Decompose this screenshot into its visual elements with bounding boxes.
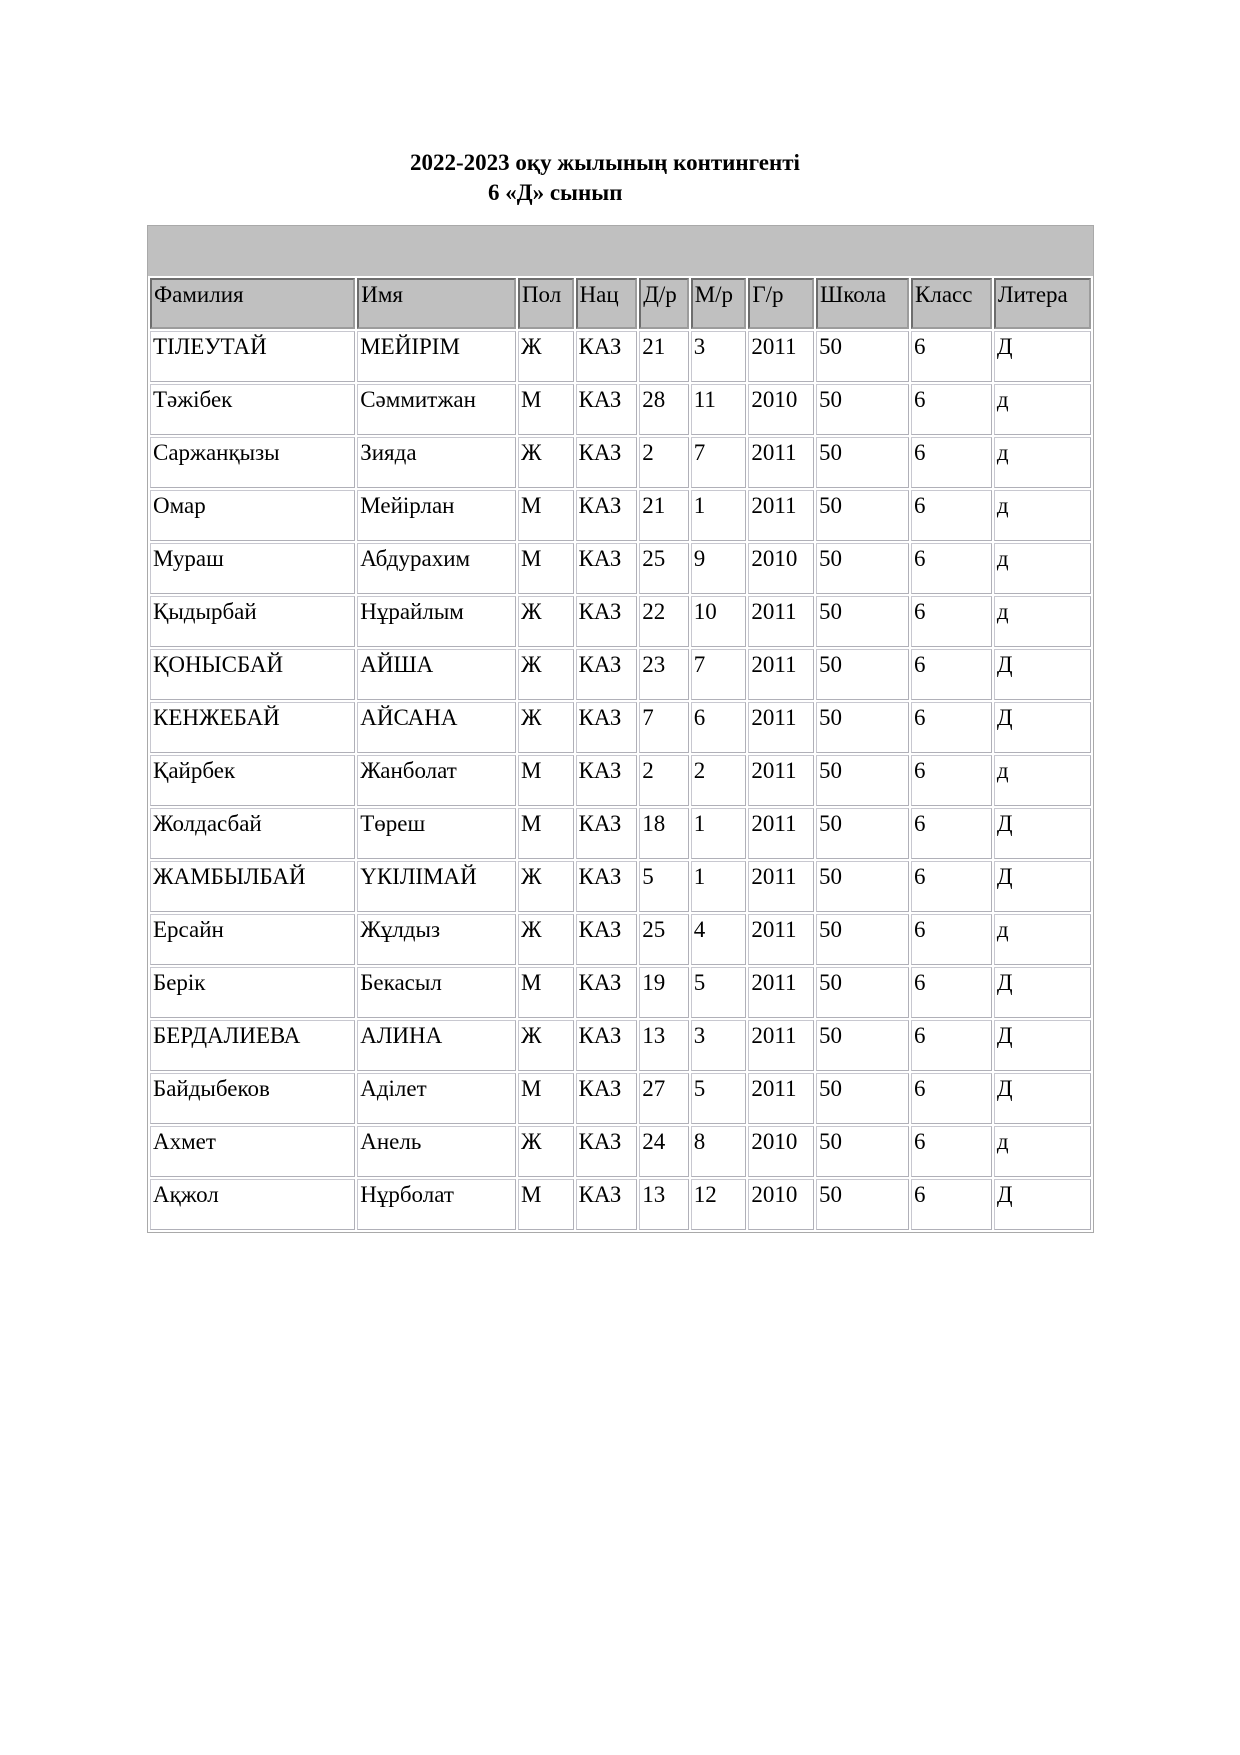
cell-birth-month: 10 [691,596,747,647]
table-row [150,755,1091,806]
cell-school: 50 [816,543,909,594]
cell-birth-year: 2011 [748,1020,814,1071]
cell-gender: Ж [518,702,574,753]
cell-letter: д [994,543,1091,594]
cell-grade: 6 [911,543,992,594]
cell-nationality: КАЗ [576,1126,638,1177]
cell-gender: Ж [518,914,574,965]
cell-birth-month: 7 [691,649,747,700]
cell-school: 50 [816,649,909,700]
cell-surname: Омар [150,490,355,541]
cell-birth-year: 2010 [748,1126,814,1177]
cell-birth-year: 2011 [748,861,814,912]
cell-school: 50 [816,755,909,806]
cell-name: Аділет [357,1073,516,1124]
cell-gender: М [518,1179,574,1230]
cell-school: 50 [816,967,909,1018]
table-row [150,808,1091,859]
cell-grade: 6 [911,649,992,700]
cell-birth-day: 27 [639,1073,689,1124]
table-row [150,384,1091,435]
cell-grade: 6 [911,1020,992,1071]
cell-grade: 6 [911,755,992,806]
cell-grade: 6 [911,702,992,753]
cell-name: Мейірлан [357,490,516,541]
cell-birth-month: 1 [691,808,747,859]
cell-birth-month: 2 [691,755,747,806]
cell-grade: 6 [911,967,992,1018]
cell-letter: Д [994,861,1091,912]
cell-birth-day: 21 [639,331,689,382]
cell-letter: Д [994,649,1091,700]
cell-nationality: КАЗ [576,967,638,1018]
title-class: 6 «Д» сынып [488,180,623,205]
cell-letter: Д [994,967,1091,1018]
cell-surname: Байдыбеков [150,1073,355,1124]
cell-name: АЙСАНА [357,702,516,753]
header-surname: Фамилия [150,278,355,329]
cell-gender: Ж [518,596,574,647]
cell-surname: Саржанқызы [150,437,355,488]
header-birth-day: Д/р [639,278,689,329]
cell-gender: Ж [518,437,574,488]
cell-name: АЛИНА [357,1020,516,1071]
cell-nationality: КАЗ [576,437,638,488]
cell-birth-month: 3 [691,331,747,382]
cell-birth-year: 2010 [748,543,814,594]
cell-gender: Ж [518,1126,574,1177]
table-row [150,1179,1091,1230]
cell-birth-month: 1 [691,490,747,541]
cell-birth-month: 7 [691,437,747,488]
cell-name: Сәммитжан [357,384,516,435]
cell-surname: Мураш [150,543,355,594]
cell-name: Анель [357,1126,516,1177]
table-row [150,437,1091,488]
student-table [147,276,1094,1233]
cell-letter: Д [994,1073,1091,1124]
table-row [150,702,1091,753]
cell-birth-day: 23 [639,649,689,700]
cell-grade: 6 [911,914,992,965]
cell-birth-year: 2011 [748,331,814,382]
cell-grade: 6 [911,1073,992,1124]
header-school: Школа [816,278,909,329]
cell-surname: ҚОНЫСБАЙ [150,649,355,700]
cell-grade: 6 [911,490,992,541]
cell-birth-month: 9 [691,543,747,594]
cell-surname: БЕРДАЛИЕВА [150,1020,355,1071]
cell-name: Нұрболат [357,1179,516,1230]
cell-school: 50 [816,808,909,859]
cell-grade: 6 [911,437,992,488]
cell-birth-year: 2011 [748,967,814,1018]
cell-grade: 6 [911,596,992,647]
header-grade: Класс [911,278,992,329]
cell-birth-day: 25 [639,914,689,965]
table-caption-band [147,225,1094,278]
cell-surname: Ахмет [150,1126,355,1177]
cell-grade: 6 [911,331,992,382]
cell-birth-day: 18 [639,808,689,859]
header-birth-month: М/р [691,278,747,329]
cell-school: 50 [816,914,909,965]
cell-letter: д [994,384,1091,435]
cell-surname: Берік [150,967,355,1018]
cell-birth-year: 2011 [748,490,814,541]
cell-birth-year: 2011 [748,755,814,806]
student-table-container [147,225,1094,1233]
cell-letter: д [994,596,1091,647]
cell-school: 50 [816,331,909,382]
cell-birth-day: 2 [639,437,689,488]
cell-surname: КЕНЖЕБАЙ [150,702,355,753]
cell-name: Жанболат [357,755,516,806]
cell-birth-day: 13 [639,1179,689,1230]
cell-nationality: КАЗ [576,914,638,965]
cell-birth-year: 2011 [748,808,814,859]
cell-birth-day: 13 [639,1020,689,1071]
table-row [150,967,1091,1018]
title-academic-year: 2022-2023 оқу жылының контингенті [410,150,800,175]
cell-name: Жұлдыз [357,914,516,965]
table-row [150,861,1091,912]
cell-school: 50 [816,1073,909,1124]
table-row [150,1126,1091,1177]
cell-school: 50 [816,596,909,647]
cell-gender: Ж [518,1020,574,1071]
cell-name: МЕЙІРІМ [357,331,516,382]
cell-nationality: КАЗ [576,702,638,753]
cell-letter: Д [994,808,1091,859]
cell-gender: М [518,543,574,594]
cell-nationality: КАЗ [576,755,638,806]
cell-birth-day: 5 [639,861,689,912]
cell-gender: М [518,967,574,1018]
table-row [150,649,1091,700]
cell-nationality: КАЗ [576,861,638,912]
cell-name: Бекасыл [357,967,516,1018]
cell-letter: д [994,755,1091,806]
header-birth-year: Г/р [748,278,814,329]
cell-birth-year: 2010 [748,1179,814,1230]
cell-gender: М [518,755,574,806]
cell-nationality: КАЗ [576,1179,638,1230]
cell-grade: 6 [911,1126,992,1177]
cell-gender: М [518,384,574,435]
cell-school: 50 [816,384,909,435]
cell-school: 50 [816,861,909,912]
cell-nationality: КАЗ [576,1020,638,1071]
table-row [150,914,1091,965]
cell-birth-month: 11 [691,384,747,435]
cell-surname: Ерсайн [150,914,355,965]
header-letter: Литера [994,278,1091,329]
cell-surname: ТІЛЕУТАЙ [150,331,355,382]
table-row [150,331,1091,382]
table-row [150,596,1091,647]
cell-gender: М [518,490,574,541]
header-name: Имя [357,278,516,329]
cell-birth-month: 4 [691,914,747,965]
cell-birth-month: 1 [691,861,747,912]
cell-birth-year: 2010 [748,384,814,435]
cell-letter: Д [994,331,1091,382]
cell-birth-year: 2011 [748,437,814,488]
cell-gender: М [518,808,574,859]
cell-birth-month: 3 [691,1020,747,1071]
cell-school: 50 [816,490,909,541]
cell-nationality: КАЗ [576,490,638,541]
cell-letter: д [994,914,1091,965]
cell-surname: ЖАМБЫЛБАЙ [150,861,355,912]
cell-nationality: КАЗ [576,543,638,594]
cell-birth-month: 5 [691,1073,747,1124]
cell-school: 50 [816,1126,909,1177]
cell-surname: Жолдасбай [150,808,355,859]
cell-birth-day: 24 [639,1126,689,1177]
table-row [150,1020,1091,1071]
cell-nationality: КАЗ [576,649,638,700]
cell-nationality: КАЗ [576,596,638,647]
cell-birth-year: 2011 [748,702,814,753]
cell-nationality: КАЗ [576,1073,638,1124]
cell-surname: Ақжол [150,1179,355,1230]
header-nationality: Нац [576,278,638,329]
cell-birth-day: 7 [639,702,689,753]
table-row [150,543,1091,594]
cell-gender: Ж [518,331,574,382]
cell-letter: д [994,1126,1091,1177]
cell-school: 50 [816,1020,909,1071]
cell-school: 50 [816,702,909,753]
cell-school: 50 [816,1179,909,1230]
cell-school: 50 [816,437,909,488]
cell-birth-month: 5 [691,967,747,1018]
table-body [150,331,1091,1230]
cell-birth-day: 21 [639,490,689,541]
cell-birth-day: 19 [639,967,689,1018]
cell-surname: Қайрбек [150,755,355,806]
cell-birth-month: 6 [691,702,747,753]
cell-birth-year: 2011 [748,914,814,965]
cell-birth-month: 8 [691,1126,747,1177]
cell-letter: д [994,490,1091,541]
cell-name: Абдурахим [357,543,516,594]
cell-letter: Д [994,1179,1091,1230]
cell-birth-month: 12 [691,1179,747,1230]
cell-name: АЙША [357,649,516,700]
cell-name: Зияда [357,437,516,488]
cell-name: ҮКІЛІМАЙ [357,861,516,912]
cell-birth-day: 22 [639,596,689,647]
cell-nationality: КАЗ [576,384,638,435]
cell-gender: Ж [518,649,574,700]
table-row [150,490,1091,541]
cell-name: Нұрайлым [357,596,516,647]
cell-grade: 6 [911,1179,992,1230]
cell-birth-year: 2011 [748,1073,814,1124]
cell-nationality: КАЗ [576,331,638,382]
cell-letter: Д [994,702,1091,753]
cell-nationality: КАЗ [576,808,638,859]
cell-birth-year: 2011 [748,596,814,647]
cell-grade: 6 [911,384,992,435]
cell-grade: 6 [911,808,992,859]
cell-gender: Ж [518,861,574,912]
cell-birth-year: 2011 [748,649,814,700]
cell-birth-day: 25 [639,543,689,594]
table-row [150,1073,1091,1124]
table-header-row [150,278,1091,329]
cell-surname: Қыдырбай [150,596,355,647]
cell-birth-day: 28 [639,384,689,435]
cell-gender: М [518,1073,574,1124]
cell-letter: Д [994,1020,1091,1071]
cell-birth-day: 2 [639,755,689,806]
cell-letter: д [994,437,1091,488]
header-gender: Пол [518,278,574,329]
cell-surname: Тәжібек [150,384,355,435]
cell-name: Төреш [357,808,516,859]
cell-grade: 6 [911,861,992,912]
